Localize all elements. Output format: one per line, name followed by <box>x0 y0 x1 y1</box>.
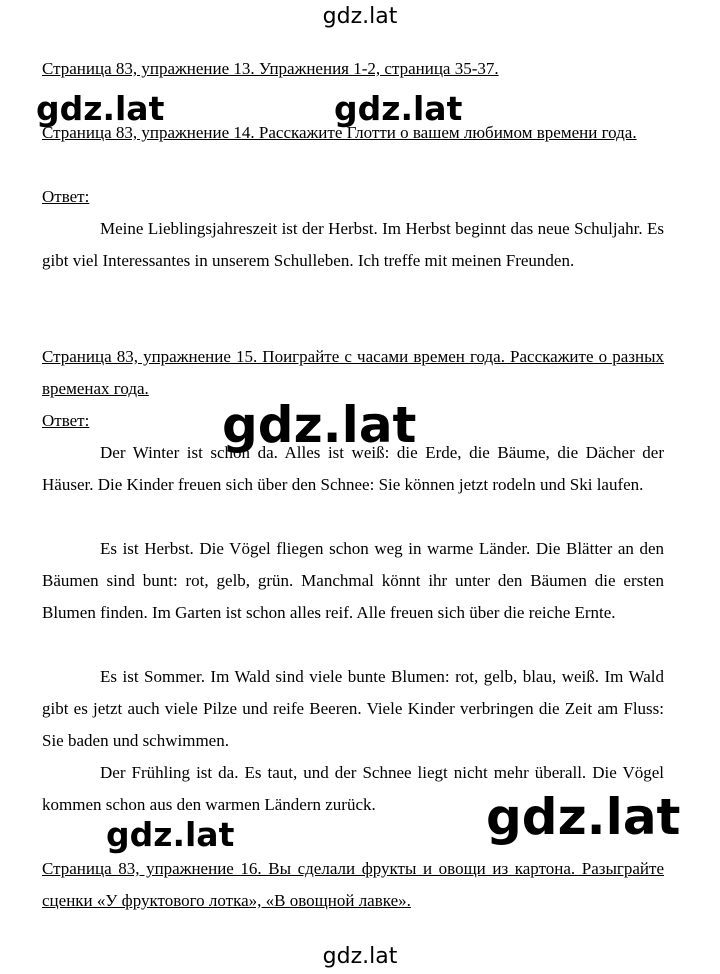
watermark-overlay: gdz.lat <box>334 89 463 128</box>
exercise-14-answer-paragraph: Meine Lieblingsjahreszeit ist der Herbst. Im Herbst beginnt das neue Schuljahr. Es gibt viel Interessantes in unserem Schulleben. Ich treffe mit meinen Freunden. <box>42 219 664 270</box>
exercise-14-title: Страница 83, упражнение 14. Расскажите Глотти о вашем любимом времени года. <box>42 123 637 142</box>
exercise-15-answer-label: Ответ: <box>42 411 90 430</box>
watermark-top: gdz.lat <box>322 4 398 29</box>
watermark-bottom: gdz.lat <box>322 944 398 969</box>
watermark-overlay-large: gdz.lat <box>486 788 681 846</box>
exercise-15-paragraph-spring: Der Frühling ist da. Es taut, und der Schnee liegt nicht mehr überall. Die Vögel kommen schon aus den warmen Ländern zurück. <box>42 763 664 814</box>
exercise-13-title: Страница 83, упражнение 13. Упражнения 1-2, страница 35-37. <box>42 59 499 78</box>
watermark-overlay: gdz.lat <box>106 815 235 854</box>
exercise-14-answer-label: Ответ: <box>42 187 90 206</box>
exercise-16-title: Страница 83, упражнение 16. Вы сделали фрукты и овощи из картона. Разыграйте сценки «У фруктового лотка», «В овощной лавке». <box>42 859 664 910</box>
exercise-15-paragraph-summer: Es ist Sommer. Im Wald sind viele bunte Blumen: rot, gelb, blau, weiß. Im Wald gibt es jetzt auch viele Pilze und reife Beeren. Viele Kinder verbringen die Zeit am Fluss: Sie baden und schwimmen. <box>42 667 664 750</box>
exercise-15-title: Страница 83, упражнение 15. Поиграйте с часами времен года. Расскажите о разных временах года. <box>42 347 664 398</box>
watermark-overlay-large: gdz.lat <box>222 396 417 454</box>
exercise-15-paragraph-winter: Der Winter ist schon da. Alles ist weiß: die Erde, die Bäume, die Dächer der Häuser. Die Kinder freuen sich über den Schnee: Sie können jetzt rodeln und Ski laufen. <box>42 443 664 494</box>
watermark-overlay: gdz.lat <box>36 89 165 128</box>
exercise-15-paragraph-autumn: Es ist Herbst. Die Vögel fliegen schon weg in warme Länder. Die Blätter an den Bäumen sind bunt: rot, gelb, grün. Manchmal könnt ihr unter den Bäumen die ersten Blumen finden. Im Garten ist schon alles reif. Alle freuen sich über die reiche Ernte. <box>42 539 664 622</box>
